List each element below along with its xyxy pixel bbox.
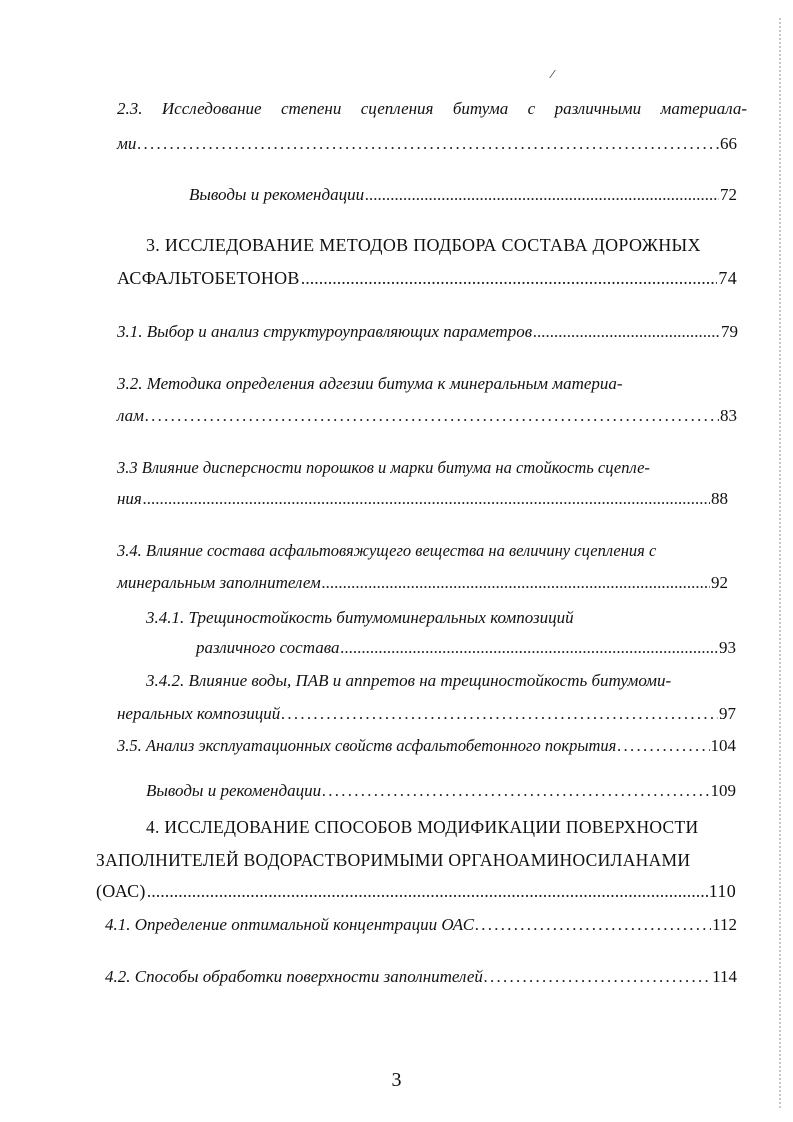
toc-chapter-4-title-abbr: (ОАС) bbox=[96, 881, 146, 901]
toc-entry-3-4-1-title: 3.4.1. Трещиностойкость битумоминеральных композиций bbox=[146, 608, 574, 627]
toc-entry-3-5-title: 3.5. Анализ эксплуатационных свойств асфальтобетонного покрытия bbox=[117, 736, 617, 755]
scan-edge-shadow bbox=[777, 18, 781, 1108]
toc-entry-3-3-title: 3.3 Влияние дисперсности порошков и марки битума на стойкость сцепле- bbox=[117, 458, 650, 477]
toc-entry-3-2-line2 bbox=[117, 405, 737, 427]
toc-entry-3-3-line2 bbox=[117, 488, 728, 510]
toc-chapter-4-line3 bbox=[96, 880, 736, 902]
toc-chapter-3-line2 bbox=[117, 267, 737, 289]
leader-dots bbox=[365, 184, 719, 206]
toc-entry-3-4-2-page: 97 bbox=[719, 704, 736, 723]
leader-dots bbox=[281, 703, 718, 725]
toc-entry-2-3-line1 bbox=[117, 98, 747, 120]
toc-chapter-4-title-cont: ЗАПОЛНИТЕЛЕЙ ВОДОРАСТВОРИМЫМИ ОРГАНОАМИНОСИЛАНАМИ bbox=[96, 850, 691, 870]
toc-entry-3-2-title: 3.2. Методика определения адгезии битума к минеральным материа- bbox=[117, 374, 623, 393]
toc-entry-2-3-page: 66 bbox=[720, 134, 737, 153]
toc-entry-2-3-title-cont: ми bbox=[117, 134, 137, 153]
toc-entry-3-1-page: 79 bbox=[721, 322, 738, 341]
leader-dots bbox=[147, 880, 708, 902]
leader-dots bbox=[137, 133, 719, 155]
toc-entry-3-4-page: 92 bbox=[711, 573, 728, 592]
toc-chapter-4-line2 bbox=[96, 849, 746, 871]
toc-chapter-4-title: 4. ИССЛЕДОВАНИЕ СПОСОБОВ МОДИФИКАЦИИ ПОВЕРХНОСТИ bbox=[146, 817, 699, 837]
toc-entry-3-2-title-cont: лам bbox=[117, 406, 144, 425]
toc-entry-4-2-page: 114 bbox=[712, 967, 737, 986]
toc-entry-3-2-line1 bbox=[117, 373, 747, 395]
toc-entry-2-conclusions bbox=[189, 184, 737, 206]
toc-entry-2-conclusions-title: Выводы и рекомендации bbox=[189, 185, 365, 204]
toc-entry-3-conclusions-page: 109 bbox=[710, 781, 736, 800]
toc-entry-3-1-title: 3.1. Выбор и анализ структуроуправляющих параметров bbox=[117, 322, 533, 341]
toc-entry-3-3-page: 88 bbox=[711, 489, 728, 508]
toc-entry-4-1-title: 4.1. Определение оптимальной концентрации ОАС bbox=[105, 915, 475, 934]
leader-dots bbox=[484, 966, 711, 988]
toc-chapter-3-title: 3. ИССЛЕДОВАНИЕ МЕТОДОВ ПОДБОРА СОСТАВА ДОРОЖНЫХ bbox=[146, 235, 701, 255]
toc-entry-3-4-2-title-cont: неральных композиций bbox=[117, 704, 281, 723]
toc-entry-3-4-1-line2 bbox=[196, 637, 736, 659]
leader-dots bbox=[145, 405, 719, 427]
leader-dots bbox=[475, 914, 711, 936]
leader-dots bbox=[533, 321, 720, 343]
leader-dots bbox=[143, 488, 710, 510]
toc-entry-3-4-line2 bbox=[117, 572, 728, 594]
toc-entry-3-conclusions bbox=[146, 780, 736, 802]
toc-entry-3-4-title: 3.4. Влияние состава асфальтовяжущего вещества на величину сцепления с bbox=[117, 541, 657, 560]
toc-entry-3-3-line1 bbox=[117, 457, 747, 479]
toc-chapter-4-page: 110 bbox=[708, 881, 736, 901]
toc-entry-3-4-title-cont: минеральным заполнителем bbox=[117, 573, 321, 592]
toc-entry-3-1 bbox=[117, 321, 738, 343]
toc-entry-3-4-2-title: 3.4.2. Влияние воды, ПАВ и аппретов на трещиностойкость битумоми- bbox=[146, 671, 672, 690]
toc-entry-4-1-page: 112 bbox=[712, 915, 737, 934]
toc-entry-2-3-line2 bbox=[117, 133, 737, 155]
page-number: 3 bbox=[391, 1069, 402, 1091]
toc-entry-3-4-1-title-cont: различного состава bbox=[196, 638, 340, 657]
leader-dots bbox=[322, 780, 709, 802]
toc-chapter-3-title-cont: АСФАЛЬТОБЕТОНОВ bbox=[117, 268, 300, 288]
toc-chapter-4-line1 bbox=[146, 816, 746, 838]
toc-entry-2-conclusions-page: 72 bbox=[720, 185, 737, 204]
toc-entry-3-2-page: 83 bbox=[720, 406, 737, 425]
scan-mark bbox=[543, 70, 556, 78]
toc-entry-4-2 bbox=[105, 966, 737, 988]
toc-entry-3-4-1-line1 bbox=[146, 607, 706, 629]
toc-entry-3-5 bbox=[117, 735, 736, 757]
leader-dots bbox=[340, 637, 718, 659]
toc-entry-3-4-line1 bbox=[117, 540, 749, 562]
toc-entry-3-3-title-cont: ния bbox=[117, 489, 142, 508]
toc-entry-4-2-title: 4.2. Способы обработки поверхности заполнителей bbox=[105, 967, 483, 986]
toc-entry-3-conclusions-title: Выводы и рекомендации bbox=[146, 781, 322, 800]
leader-dots bbox=[617, 735, 709, 757]
toc-entry-3-4-1-page: 93 bbox=[719, 638, 736, 657]
toc-entry-4-1 bbox=[105, 914, 737, 936]
toc-chapter-3-page: 74 bbox=[718, 268, 737, 288]
leader-dots bbox=[322, 572, 710, 594]
toc-chapter-3-line1 bbox=[146, 234, 750, 256]
toc-entry-2-3-title: 2.3. Исследование степени сцепления битума с различными материала- bbox=[117, 99, 747, 118]
toc-entry-3-4-2-line2 bbox=[117, 703, 736, 725]
leader-dots bbox=[301, 267, 718, 289]
toc-entry-3-5-page: 104 bbox=[710, 736, 736, 755]
toc-entry-3-4-2-line1 bbox=[146, 670, 736, 692]
